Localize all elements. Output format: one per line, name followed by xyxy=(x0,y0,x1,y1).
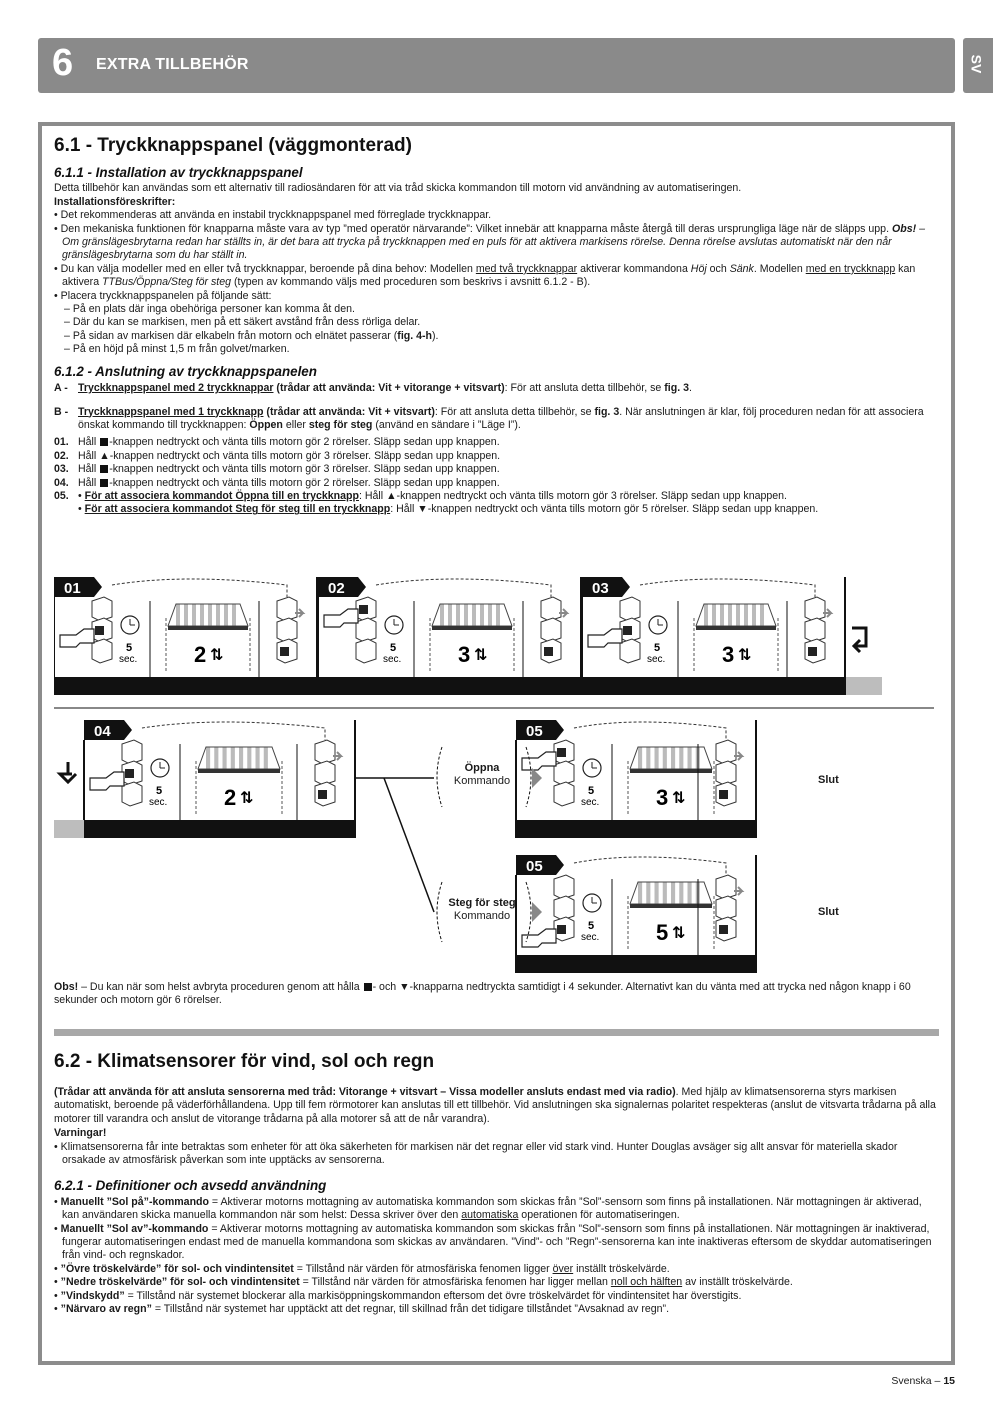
awning-stripe xyxy=(655,747,659,769)
continue-arrow-icon xyxy=(852,628,866,652)
continue-arrow-icon xyxy=(60,762,76,782)
flow-dashed-arrow xyxy=(574,722,726,740)
awning-stripe xyxy=(679,747,683,769)
timer-unit: sec. xyxy=(647,654,666,665)
definition-item: • Manuellt ”Sol på”-kommando = Aktiverar motorns mottagning av automatiska kommandon som skickas från ”Sol”-sensorn som finns på installationen. När mottagningen är aktiverad, kan användaren skicka manuella kommandon när som helst: Dessa skriver över den automatiska operationen för automatiseringen. xyxy=(54,1195,922,1222)
pressed-key-marker xyxy=(557,925,566,934)
awning-stripe xyxy=(232,604,236,626)
awning-bar xyxy=(696,626,776,630)
subsection-title-6-1-1: 6.1.1 - Installation av tryckknappspanel xyxy=(54,165,303,180)
keypad-key xyxy=(315,740,335,764)
dash-item: – På sidan av markisen där elkabeln från motorn och elnätet passerar (fig. 4-h). xyxy=(64,329,439,342)
pressed-key-marker xyxy=(623,626,632,635)
subsection-title-6-1-2: 6.1.2 - Anslutning av tryckknappspanelen xyxy=(54,363,317,379)
pressed-key-marker xyxy=(95,626,104,635)
definition-item: • ”Övre tröskelvärde” för sol- och vindintensitet = Tillstånd när värden för atmosfäriska fenomen ligger över inställt tröskelvärde. xyxy=(54,1262,670,1275)
keypad-key xyxy=(277,618,297,642)
awning-stripe xyxy=(231,747,235,769)
up-down-arrows-icon: ⇅ xyxy=(738,645,752,664)
procedure-step: 01. Håll -knappen nedtryckt och vänta tills motorn gör 2 rörelser. Släpp sedan upp knappen. xyxy=(54,436,500,449)
hand-icon xyxy=(90,772,124,790)
bullet-item: • Det rekommenderas att använda en instabil tryckknappspanel med förreglade tryckknappar. xyxy=(54,209,492,222)
procedure-steps xyxy=(54,436,939,516)
awning-stripe xyxy=(688,882,692,904)
step-tag-label: 02 xyxy=(328,580,345,597)
step-tag-label: 01 xyxy=(64,580,81,597)
step-tag-label: 03 xyxy=(592,580,609,597)
procedure-step: 04. Håll -knappen nedtryckt och vänta tills motorn gör 2 rörelser. Släpp sedan upp knappen. xyxy=(54,476,500,489)
pressed-key-marker xyxy=(125,769,134,778)
awning-stripe xyxy=(264,747,268,769)
keypad-key xyxy=(805,618,825,642)
awning-bar xyxy=(630,904,712,908)
keypad-key xyxy=(92,597,112,621)
definition-item: • ”Närvaro av regn” = Tillstånd när systemet har upptäckt att det regnar, till skillnad från det tidigare tillståndet ”Avsaknad av regn”. xyxy=(54,1303,670,1316)
panel-stub xyxy=(846,677,882,695)
keypad-key xyxy=(315,761,335,785)
movement-count: 3 xyxy=(656,785,669,810)
awning-stripe xyxy=(712,604,716,626)
section-divider xyxy=(54,1029,939,1036)
awning-stripe xyxy=(704,604,708,626)
awning-stripe xyxy=(440,604,444,626)
keypad-key xyxy=(554,782,574,806)
pressed-key-marker xyxy=(719,790,728,799)
step-tag-label: 05 xyxy=(526,723,543,740)
awning-stripe xyxy=(663,747,667,769)
awning-stripe xyxy=(464,604,468,626)
branch-step-label: Steg för steg Kommando xyxy=(448,897,516,922)
rules-heading: Installationsföreskrifter: xyxy=(54,195,176,208)
keypad-key xyxy=(356,639,376,663)
awning-stripe xyxy=(646,747,650,769)
up-down-arrows-icon: ⇅ xyxy=(672,923,686,942)
procedure-step: 02. Håll ▲-knappen nedtryckt och vänta tills motorn gör 3 rörelser. Släpp sedan upp knappen. xyxy=(54,449,501,462)
end-label: Slut xyxy=(818,774,839,786)
keypad-key xyxy=(541,618,561,642)
awning-stripe xyxy=(192,604,196,626)
panel-base-bar xyxy=(318,677,581,695)
keypad-key xyxy=(541,597,561,621)
page-footer: Svenska – 15 xyxy=(891,1375,955,1387)
end-label: Slut xyxy=(818,906,839,918)
movement-count: 2 xyxy=(194,642,207,667)
keypad-key xyxy=(716,761,736,785)
awning-stripe xyxy=(472,604,476,626)
dash-item: – På en höjd på minst 1,5 m från golvet/marken. xyxy=(64,343,290,356)
timer-value: 5 xyxy=(654,642,661,654)
procedure-diagram xyxy=(54,572,939,977)
keypad-key xyxy=(620,639,640,663)
section-6-1 xyxy=(54,134,939,517)
awning-stripe xyxy=(736,604,740,626)
awning-stripe xyxy=(744,604,748,626)
up-down-arrows-icon: ⇅ xyxy=(240,788,254,807)
panel-base-bar xyxy=(84,820,355,838)
flow-dashed-arrow xyxy=(376,579,551,597)
awning-stripe xyxy=(488,604,492,626)
dash-item: – På en plats där inga obehöriga personer kan komma åt den. xyxy=(64,303,355,316)
pressed-key-marker xyxy=(359,605,368,614)
flow-dashed-arrow xyxy=(112,579,287,597)
stop-square-icon xyxy=(100,465,108,473)
branch-line xyxy=(384,778,434,912)
panel-base-bar xyxy=(582,677,845,695)
awning-stripe xyxy=(239,747,243,769)
intro-text: Detta tillbehör kan användas som ett alternativ till radiosändaren för att via tråd skicka kommandon till motorn vid användning av automatiseringen. xyxy=(54,182,742,195)
definition-item: • Manuellt ”Sol av”-kommando = Aktiverar motorns mottagning av automatiska kommandon som skickas från ”Sol”-sensorn som finns på installationen. När mottagningen är inaktiverad, fungerar automatiseringen endast med de manuella kommandona som skickas av användaren. ”Vind”- och ”Regn”-sensorerna kan inte inaktiveras eftersom de skyddar automatiseringen från vind- och regnskador. xyxy=(54,1222,932,1262)
awning-stripe xyxy=(184,604,188,626)
page-number: 15 xyxy=(943,1375,955,1387)
stop-square-icon xyxy=(100,479,108,487)
up-down-arrows-icon: ⇅ xyxy=(474,645,488,664)
up-down-arrows-icon: ⇅ xyxy=(210,645,224,664)
definition-item: • ”Nedre tröskelvärde” för sol- och vindintensitet = Tillstånd när värden för atmosfäriska fenomen har ligger mellan noll och hälften av inställt tröskelvärde. xyxy=(54,1276,793,1289)
keypad-key xyxy=(554,875,574,899)
up-down-arrows-icon: ⇅ xyxy=(672,788,686,807)
awning-stripe xyxy=(638,882,642,904)
definition-item: • ”Vindskydd” = Tillstånd när systemet blockerar alla markisöppningskommandon eftersom det övre tröskelvärdet för vindintensitet har överstigits. xyxy=(54,1289,742,1302)
keypad-key xyxy=(620,597,640,621)
keypad-key xyxy=(716,875,736,899)
timer-value: 5 xyxy=(390,642,397,654)
awning-stripe xyxy=(720,604,724,626)
timer-value: 5 xyxy=(126,642,133,654)
awning-stripe xyxy=(728,604,732,626)
awning-stripe xyxy=(480,604,484,626)
awning-bar xyxy=(432,626,512,630)
timer-unit: sec. xyxy=(383,654,402,665)
movement-count: 5 xyxy=(656,920,669,945)
keypad-key xyxy=(554,761,574,785)
pressed-key-marker xyxy=(808,647,817,656)
chapter-number: 6 xyxy=(52,42,74,84)
bullet-item: • Placera tryckknappspanelen på följande sätt: xyxy=(54,289,272,302)
hand-icon xyxy=(324,609,358,627)
timer-unit: sec. xyxy=(119,654,138,665)
section-6-2 xyxy=(54,1050,939,1317)
awning-stripe xyxy=(671,747,675,769)
pressed-key-marker xyxy=(557,748,566,757)
awning-stripe xyxy=(247,747,251,769)
keypad-key xyxy=(122,782,142,806)
awning-stripe xyxy=(448,604,452,626)
step-tag-label: 04 xyxy=(94,723,111,740)
keypad-key xyxy=(122,740,142,764)
awning-stripe xyxy=(655,882,659,904)
timer-unit: sec. xyxy=(581,797,600,808)
awning-stripe xyxy=(200,604,204,626)
bullet-item: • Den mekaniska funktionen för knapparna måste vara av typ ”med operatör närvarande”: Vilket innebär att knapparna måste återgå till deras ursprungliga läge när de släpps upp. Obs! – Om gränslägesbrytarna redan har ställts in, är det bara att trycka på tryckknappen med en puls för att aktivera markisens rörelse. Denna rörelse avslutas automatiskt när den når gränslägesbrytarna som du har ställt in. xyxy=(54,222,925,262)
branch-arrow-icon xyxy=(532,768,542,788)
step-tag-label: 05 xyxy=(526,858,543,875)
awning-stripe xyxy=(223,747,227,769)
awning-stripe xyxy=(496,604,500,626)
panel-base-bar xyxy=(54,677,317,695)
awning-stripe xyxy=(224,604,228,626)
awning-stripe xyxy=(760,604,764,626)
awning-stripe xyxy=(646,882,650,904)
dash-item: – Där du kan se markisen, men på ett säkert avstånd från dess rörliga delar. xyxy=(64,316,421,329)
timer-value: 5 xyxy=(588,920,595,932)
flow-dashed-arrow xyxy=(142,722,325,740)
panel-base-bar xyxy=(516,820,756,838)
stop-square-icon xyxy=(100,438,108,446)
awning-stripe xyxy=(638,747,642,769)
keypad-key xyxy=(92,639,112,663)
awning-bar xyxy=(630,769,712,773)
bullet-item: • Du kan välja modeller med en eller två tryckknappar, beroende på dina behov: Modellen med två tryckknappar aktiverar kommandona Höj och Sänk. Modellen med en tryckknapp kan aktivera TTBus/Öppna/Steg för steg (typen av kommando väljs med proceduren som beskrivs i avsnitt 6.1.2 - B). xyxy=(54,262,916,289)
item-b: B - Tryckknappspanel med 1 tryckknapp (trådar att använda: Vit + vitsvart): För att ansluta detta tillbehör, se fig. 3. När anslutningen är klar, följ proceduren nedan för att associera önskat kommando till tryckknappen: Öppen eller steg för steg (använd en sändare i ”Läge I”). xyxy=(54,405,924,431)
stop-square-icon xyxy=(364,983,372,991)
section-title-6-2: 6.2 - Klimatsensorer för vind, sol och regn xyxy=(54,1051,435,1072)
chapter-header xyxy=(38,38,955,93)
awning-stripe xyxy=(663,882,667,904)
movement-count: 2 xyxy=(224,785,237,810)
procedure-note: Obs! – Du kan när som helst avbryta proceduren genom att hålla - och ▼-knapparna nedtryckta samtidigt i 4 sekunder. Alternativt kan du vänta med att trycka ned någon knapp i 60 sekunder och motorn gör 6 rörelser. xyxy=(54,981,911,1007)
keypad-key xyxy=(554,896,574,920)
timer-value: 5 xyxy=(156,785,163,797)
item-a: A - Tryckknappspanel med 2 tryckknappar (trådar att använda: Vit + vitorange + vitsvart): För att ansluta detta tillbehör, se fig. 3. xyxy=(54,382,692,395)
keypad-key xyxy=(277,597,297,621)
branch-open-label: Öppna Kommando xyxy=(453,762,511,787)
keypad-key xyxy=(805,597,825,621)
panel-base-bar xyxy=(516,955,756,973)
pressed-key-marker xyxy=(318,790,327,799)
awning-stripe xyxy=(688,747,692,769)
awning-stripe xyxy=(214,747,218,769)
awning-stripe xyxy=(671,882,675,904)
pressed-key-marker xyxy=(719,925,728,934)
keypad-key xyxy=(716,896,736,920)
movement-count: 3 xyxy=(722,642,735,667)
flow-dashed-arrow xyxy=(574,857,726,875)
panel-stub xyxy=(54,820,84,838)
timer-unit: sec. xyxy=(581,932,600,943)
flow-dashed-arrow xyxy=(640,579,815,597)
awning-stripe xyxy=(752,604,756,626)
movement-count: 3 xyxy=(458,642,471,667)
chapter-title: EXTRA TILLBEHÖR xyxy=(96,56,249,73)
timer-unit: sec. xyxy=(149,797,168,808)
hand-icon xyxy=(60,629,94,647)
awning-bar xyxy=(198,769,280,773)
branch-arrow-icon xyxy=(532,902,542,922)
hand-icon xyxy=(588,629,622,647)
awning-stripe xyxy=(176,604,180,626)
section-title-6-1: 6.1 - Tryckknappspanel (väggmonterad) xyxy=(54,135,412,156)
awning-stripe xyxy=(206,747,210,769)
warnings-heading: Varningar! xyxy=(54,1127,107,1140)
keypad-key xyxy=(716,740,736,764)
subsection-title-6-2-1: 6.2.1 - Definitioner och avsedd användning xyxy=(54,1178,327,1194)
awning-stripe xyxy=(208,604,212,626)
timer-value: 5 xyxy=(588,785,595,797)
sensor-intro: (Trådar att använda för att ansluta sensorerna med tråd: Vitorange + vitsvart – Vissa modeller ansluts endast med via radio). Med hjälp av klimatsensorerna styrs markisen automatiskt, beroende på väderförhållandena. Upp till fem rörmotorer kan anslutas till ett tillbehör. Vid anslutningen ska signalernas polaritet respekteras (anslut de vitsvarta trådarna på alla motorer till varandra och anslut de vitorange trådarna på alla motorer så att de når varandra). xyxy=(54,1086,936,1125)
language-tab xyxy=(963,38,993,93)
procedure-step: 03. Håll -knappen nedtryckt och vänta tills motorn gör 3 rörelser. Släpp sedan upp knappen. xyxy=(54,463,500,476)
awning-bar xyxy=(168,626,248,630)
awning-stripe xyxy=(456,604,460,626)
procedure-step: 05. • För att associera kommandot Öppna till en tryckknapp: Håll ▲-knappen nedtryckt och vänta tills motorn gör 3 rörelser. Släpp sedan upp knappen. • För att associera kommandot Steg för steg till en tryckknapp: Håll ▼-knappen nedtryckt och vänta tills motorn gör 5 rörelser. Släpp sedan upp knappen. xyxy=(54,489,819,516)
awning-stripe xyxy=(256,747,260,769)
bullet-item: • Klimatsensorerna får inte betraktas som enheter för att öka säkerheten för markisen när det regnar eller vid stark vind. Hunter Douglas avsäger sig allt ansvar för materiella skador orsakade av atmosfärisk påverkan som inte upptäcks av sensorerna. xyxy=(54,1140,898,1167)
awning-stripe xyxy=(679,882,683,904)
pressed-key-marker xyxy=(280,647,289,656)
awning-stripe xyxy=(216,604,220,626)
pressed-key-marker xyxy=(544,647,553,656)
keypad-key xyxy=(356,618,376,642)
language-tab-label: SV xyxy=(968,54,985,74)
